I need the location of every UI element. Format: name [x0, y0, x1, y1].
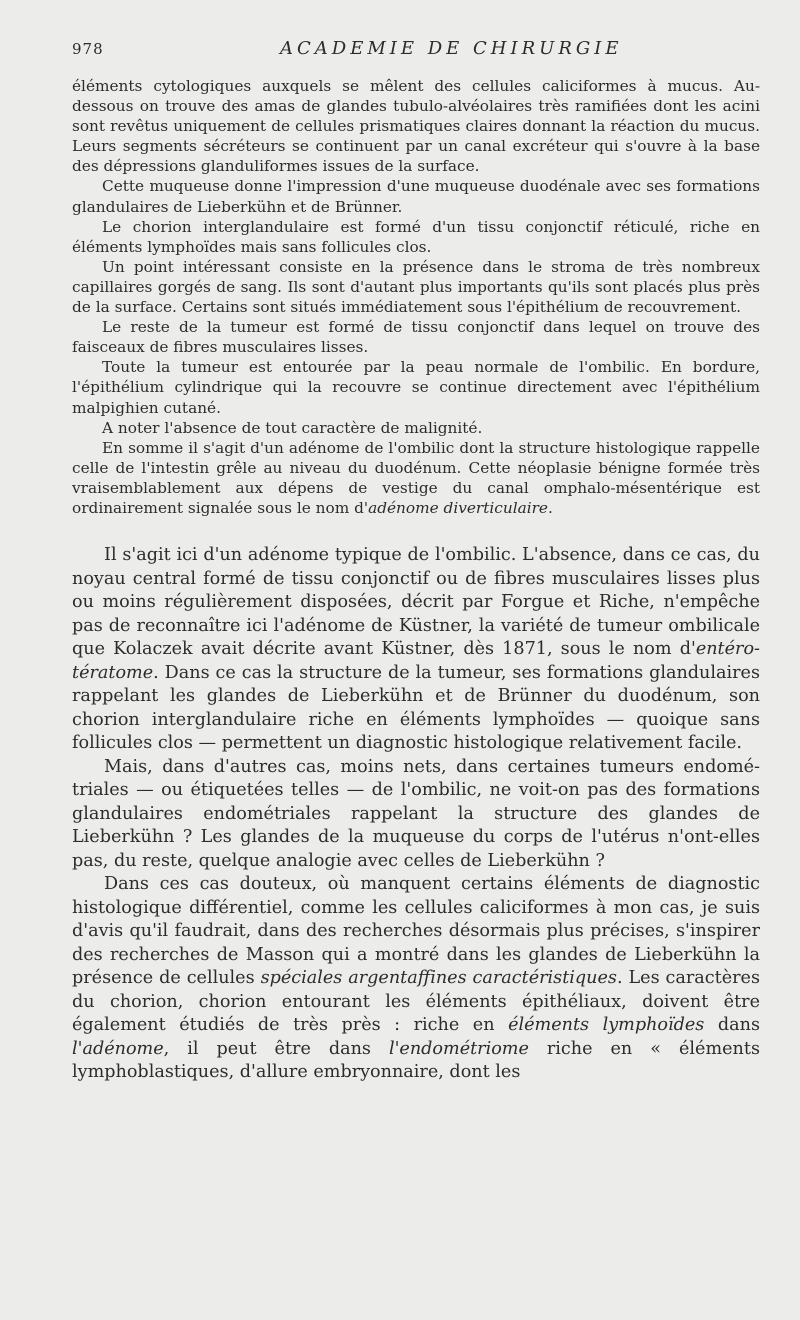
italic-term: entéro-tératome [72, 639, 760, 683]
discussion-block [72, 544, 760, 1085]
case-report-block [72, 76, 760, 518]
paragraph: Toute la tumeur est entourée par la peau normale de l'ombilic. En bordure, l'épithélium cylindrique qui la recouvre se continue directement avec l'épithélium malpighien cutané. [72, 358, 760, 417]
text-run: . Les caractères du chorion, chorion entourant les éléments épithéliaux, doivent être également étudiés de très près : riche en [72, 968, 760, 1036]
text-run: dans [704, 1015, 760, 1036]
italic-term: l'adénome [72, 1038, 164, 1059]
text-run: riche en « éléments lymphoblastiques, d'allure embryonnaire, dont les [72, 1038, 760, 1083]
text-run: Dans ces cas douteux, où manquent certains éléments de diagnostic histologique différentiel, comme les cellules caliciformes à mon cas, je suis d'avis qu'il faudrait, dans des recherches désormais plus précises, s'inspirer des recherches de Masson qui a montré dans les glandes de Lieberkühn la présence de cellules [72, 874, 760, 989]
italic-term: spéciales argentaffines caractéristiques [260, 968, 617, 989]
paragraph: Mais, dans d'autres cas, moins nets, dans certaines tumeurs endométriales — ou étiquetées telles — de l'ombilic, ne voit-on pas des formations glandulaires endométriales rappelant la structure des glandes de Lieberkühn ? Les glandes de la muqueuse du corps de l'utérus n'ont-elles pas, du reste, quelque analogie avec celles de Lieberkühn ? [72, 756, 760, 871]
page-header [72, 38, 760, 68]
paragraph: éléments cytologiques auxquels se mêlent des cellules caliciformes à mucus. Au-dessous on trouve des amas de glandes tubulo-alvéolaires très ramifiées dont les acini sont revêtus uniquement de cellules prismatiques claires donnant la réaction du mucus. Leurs segments sécréteurs se continuent par un canal excréteur qui s'ouvre à la base des dépressions glanduliformes issues de la surface. [72, 77, 760, 176]
paragraph: A noter l'absence de tout caractère de malignité. [102, 418, 483, 437]
running-title: ACADEMIE DE CHIRURGIE [280, 38, 623, 59]
text-run: . [547, 498, 553, 517]
text-run: . Dans ce cas la structure de la tumeur, ses formations glandulaires rappelant les glandes de Lieberkühn et de Brünner du duodénum, son chorion interglandulaire riche en éléments lymphoïdes — quoique sans follicules clos — permettent un diagnostic histologique relativement facile. [72, 662, 760, 754]
paragraph: Le reste de la tumeur est formé de tissu conjonctif dans lequel on trouve des faisceaux de fibres musculaires lisses. [72, 318, 760, 357]
paragraph [72, 873, 760, 1085]
page-number: 978 [72, 40, 104, 58]
paragraph [72, 438, 760, 518]
italic-term: adénome diverticulaire [368, 498, 548, 517]
paragraph: Cette muqueuse donne l'impression d'une muqueuse duodénale avec ses formations glandulaires de Lieberkühn et de Brünner. [72, 177, 760, 216]
section-gap [72, 518, 760, 544]
italic-term: l'endométriome [388, 1038, 529, 1059]
paragraph: Le chorion interglandulaire est formé d'un tissu conjonctif réticulé, riche en éléments lymphoïdes mais sans follicules clos. [72, 217, 760, 256]
text-run: Il s'agit ici d'un adénome typique de l'ombilic. L'absence, dans ce cas, du noyau central formé de tissu conjonctif ou de fibres musculaires lisses plus ou moins régulièrement disposées, décrit par Forgue et Riche, n'empêche pas de reconnaître ici l'adénome de Küstner, la variété de tumeur ombilicale que Kolaczek avait décrite avant Küstner, dès 1871, sous le nom d' [72, 545, 760, 660]
text-run: , il peut être dans [163, 1038, 389, 1059]
paragraph [72, 544, 760, 756]
italic-term: éléments lymphoïdes [508, 1015, 705, 1036]
paragraph: Un point intéressant consiste en la présence dans le stroma de très nombreux capillaires gorgés de sang. Ils sont d'autant plus importants qu'ils sont placés plus près de la surface. Certains sont situés immédiatement sous l'épithélium de recouvrement. [72, 257, 760, 317]
text-run: En somme il s'agit d'un adénome de l'ombilic dont la structure histologique rappelle celle de l'intestin grêle au niveau du duodénum. Cette néoplasie bénigne formée très vraisemblablement aux dépens de vestige du canal omphalo-mésentérique est ordinairement signalée sous le nom d' [72, 438, 760, 517]
